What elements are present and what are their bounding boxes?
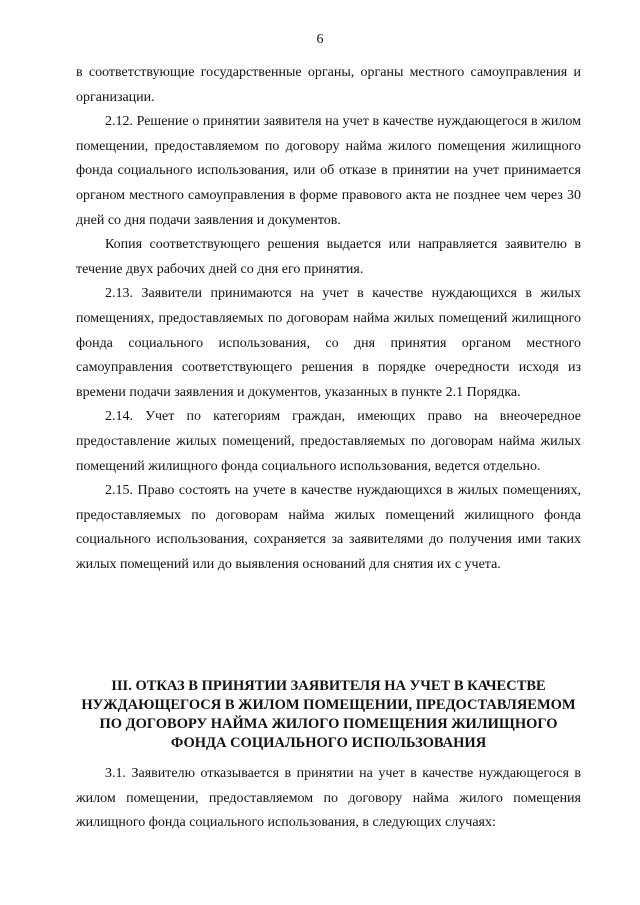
paragraph-2-15: 2.15. Право состоять на учете в качестве нуждающихся в жилых помещениях, предоставляемых по договорам найма жилых помещений жилищного фонда социального использования, сохраняется за заявителями до получения ими таких жилых помещений или до выявления оснований для снятия их с учета. — [76, 483, 581, 572]
paragraph-2-13: 2.13. Заявители принимаются на учет в качестве нуждающихся в жилых помещениях, предоставляемых по договорам найма жилых помещений жилищного фонда социального использования, со дня принятия органом местного самоуправления соответствующего решения в порядке очередности исходя из времени подачи заявления и документов, указанных в пункте 2.1 Порядка. — [76, 286, 581, 400]
page-number: 6 — [316, 32, 324, 47]
paragraph-2-12: 2.12. Решение о принятии заявителя на учет в качестве нуждающегося в жилом помещении, предоставляемом по договору найма жилого помещения жилищного фонда социального использования, или об отказе в принятии на учет принимается органом местного самоуправления в форме правового акта не позднее чем через 30 дней со дня подачи заявления и документов. — [76, 114, 581, 228]
section-heading: III. ОТКАЗ В ПРИНЯТИИ ЗАЯВИТЕЛЯ НА УЧЕТ В КАЧЕСТВЕ НУЖДАЮЩЕГОСЯ В ЖИЛОМ ПОМЕЩЕНИИ, ПРЕДОСТАВЛЯЕМОМ ПО ДОГОВОРУ НАЙМА ЖИЛОГО ПОМЕЩЕНИЯ ЖИЛИЩНОГО ФОНДА СОЦИАЛЬНОГО ИСПОЛЬЗОВАНИЯ — [81, 678, 576, 751]
body-text-lower — [76, 762, 581, 836]
paragraph-3-1: 3.1. Заявителю отказывается в принятии на учет в качестве нуждающегося в жилом помещении, предоставляемом по договору найма жилого помещения жилищного фонда социального использования, в следующих случаях: — [76, 766, 581, 831]
paragraph-decision-copy: Копия соответствующего решения выдается или направляется заявителю в течение двух рабочих дней со дня его принятия. — [76, 237, 581, 277]
paragraph-continuation: в соответствующие государственные органы, органы местного самоуправления и организации. — [76, 65, 581, 105]
paragraph-2-14: 2.14. Учет по категориям граждан, имеющих право на внеочередное предоставление жилых помещений, предоставляемых по договорам найма жилых помещений жилищного фонда социального использования, ведется отдельно. — [76, 409, 581, 474]
body-text-upper — [76, 61, 581, 577]
